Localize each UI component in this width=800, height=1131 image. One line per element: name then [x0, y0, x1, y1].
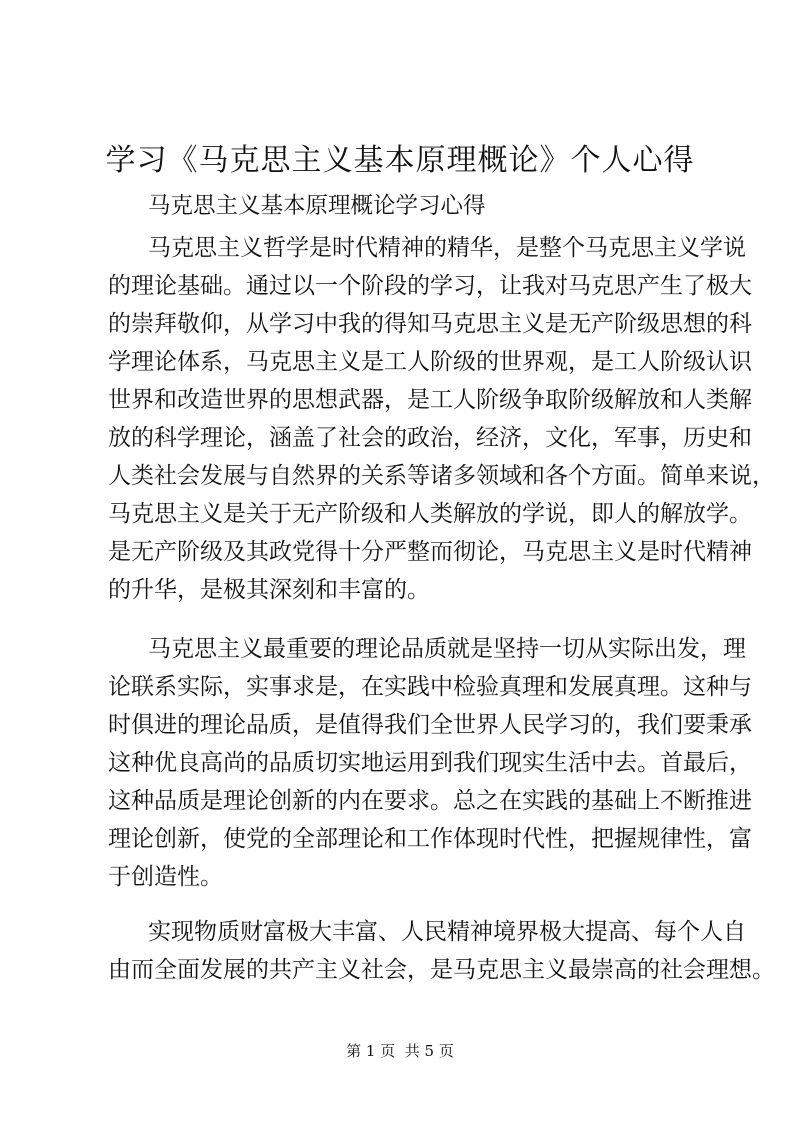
paragraph-line: 理论创新，使党的全部理论和工作体现时代性，把握规律性，富 — [108, 826, 752, 852]
paragraph-line: 于创造性。 — [108, 864, 223, 890]
paragraph-line: 的理论基础。通过以一个阶段的学习，让我对马克思产生了极大 — [108, 273, 752, 299]
paragraph-line: 人类社会发展与自然界的关系等诸多领域和各个方面。简单来说， — [108, 463, 775, 489]
paragraph-line: 是无产阶级及其政党得十分严整而彻论，马克思主义是时代精神 — [108, 539, 752, 565]
paragraph-1 — [108, 229, 775, 609]
paragraph-line: 论联系实际，实事求是，在实践中检验真理和发展真理。这种与 — [108, 674, 752, 700]
paragraph-2 — [108, 630, 752, 896]
document-title: 学习《马克思主义基本原理概论》个人心得 — [105, 143, 695, 178]
paragraph-line: 马克思主义哲学是时代精神的精华，是整个马克思主义学说 — [148, 235, 746, 261]
paragraph-line: 由而全面发展的共产主义社会，是马克思主义最崇高的社会理想。 — [108, 957, 775, 983]
paragraph-line: 放的科学理论，涵盖了社会的政治，经济，文化，军事，历史和 — [108, 425, 752, 451]
paragraph-line: 马克思主义是关于无产阶级和人类解放的学说，即人的解放学。 — [108, 501, 752, 527]
paragraph-line: 实现物质财富极大丰富、人民精神境界极大提高、每个人自 — [148, 919, 746, 945]
paragraph-line: 马克思主义最重要的理论品质就是坚持一切从实际出发，理 — [148, 636, 746, 662]
paragraph-line: 时俱进的理论品质，是值得我们全世界人民学习的，我们要秉承 — [108, 712, 752, 738]
paragraph-line: 的升华，是极其深刻和丰富的。 — [108, 577, 430, 603]
paragraph-line: 学理论体系，马克思主义是工人阶级的世界观，是工人阶级认识 — [108, 349, 752, 375]
paragraph-3 — [108, 913, 775, 989]
paragraph-line: 这种品质是理论创新的内在要求。总之在实践的基础上不断推进 — [108, 788, 752, 814]
paragraph-line: 的崇拜敬仰，从学习中我的得知马克思主义是无产阶级思想的科 — [108, 311, 752, 337]
paragraph-line: 这种优良高尚的品质切实地运用到我们现实生活中去。首最后， — [108, 750, 752, 776]
paragraph-line: 世界和改造世界的思想武器，是工人阶级争取阶级解放和人类解 — [108, 387, 752, 413]
document-subtitle: 马克思主义基本原理概论学习心得 — [148, 193, 486, 219]
page-footer: 第 1 页 共 5 页 — [346, 1042, 454, 1060]
